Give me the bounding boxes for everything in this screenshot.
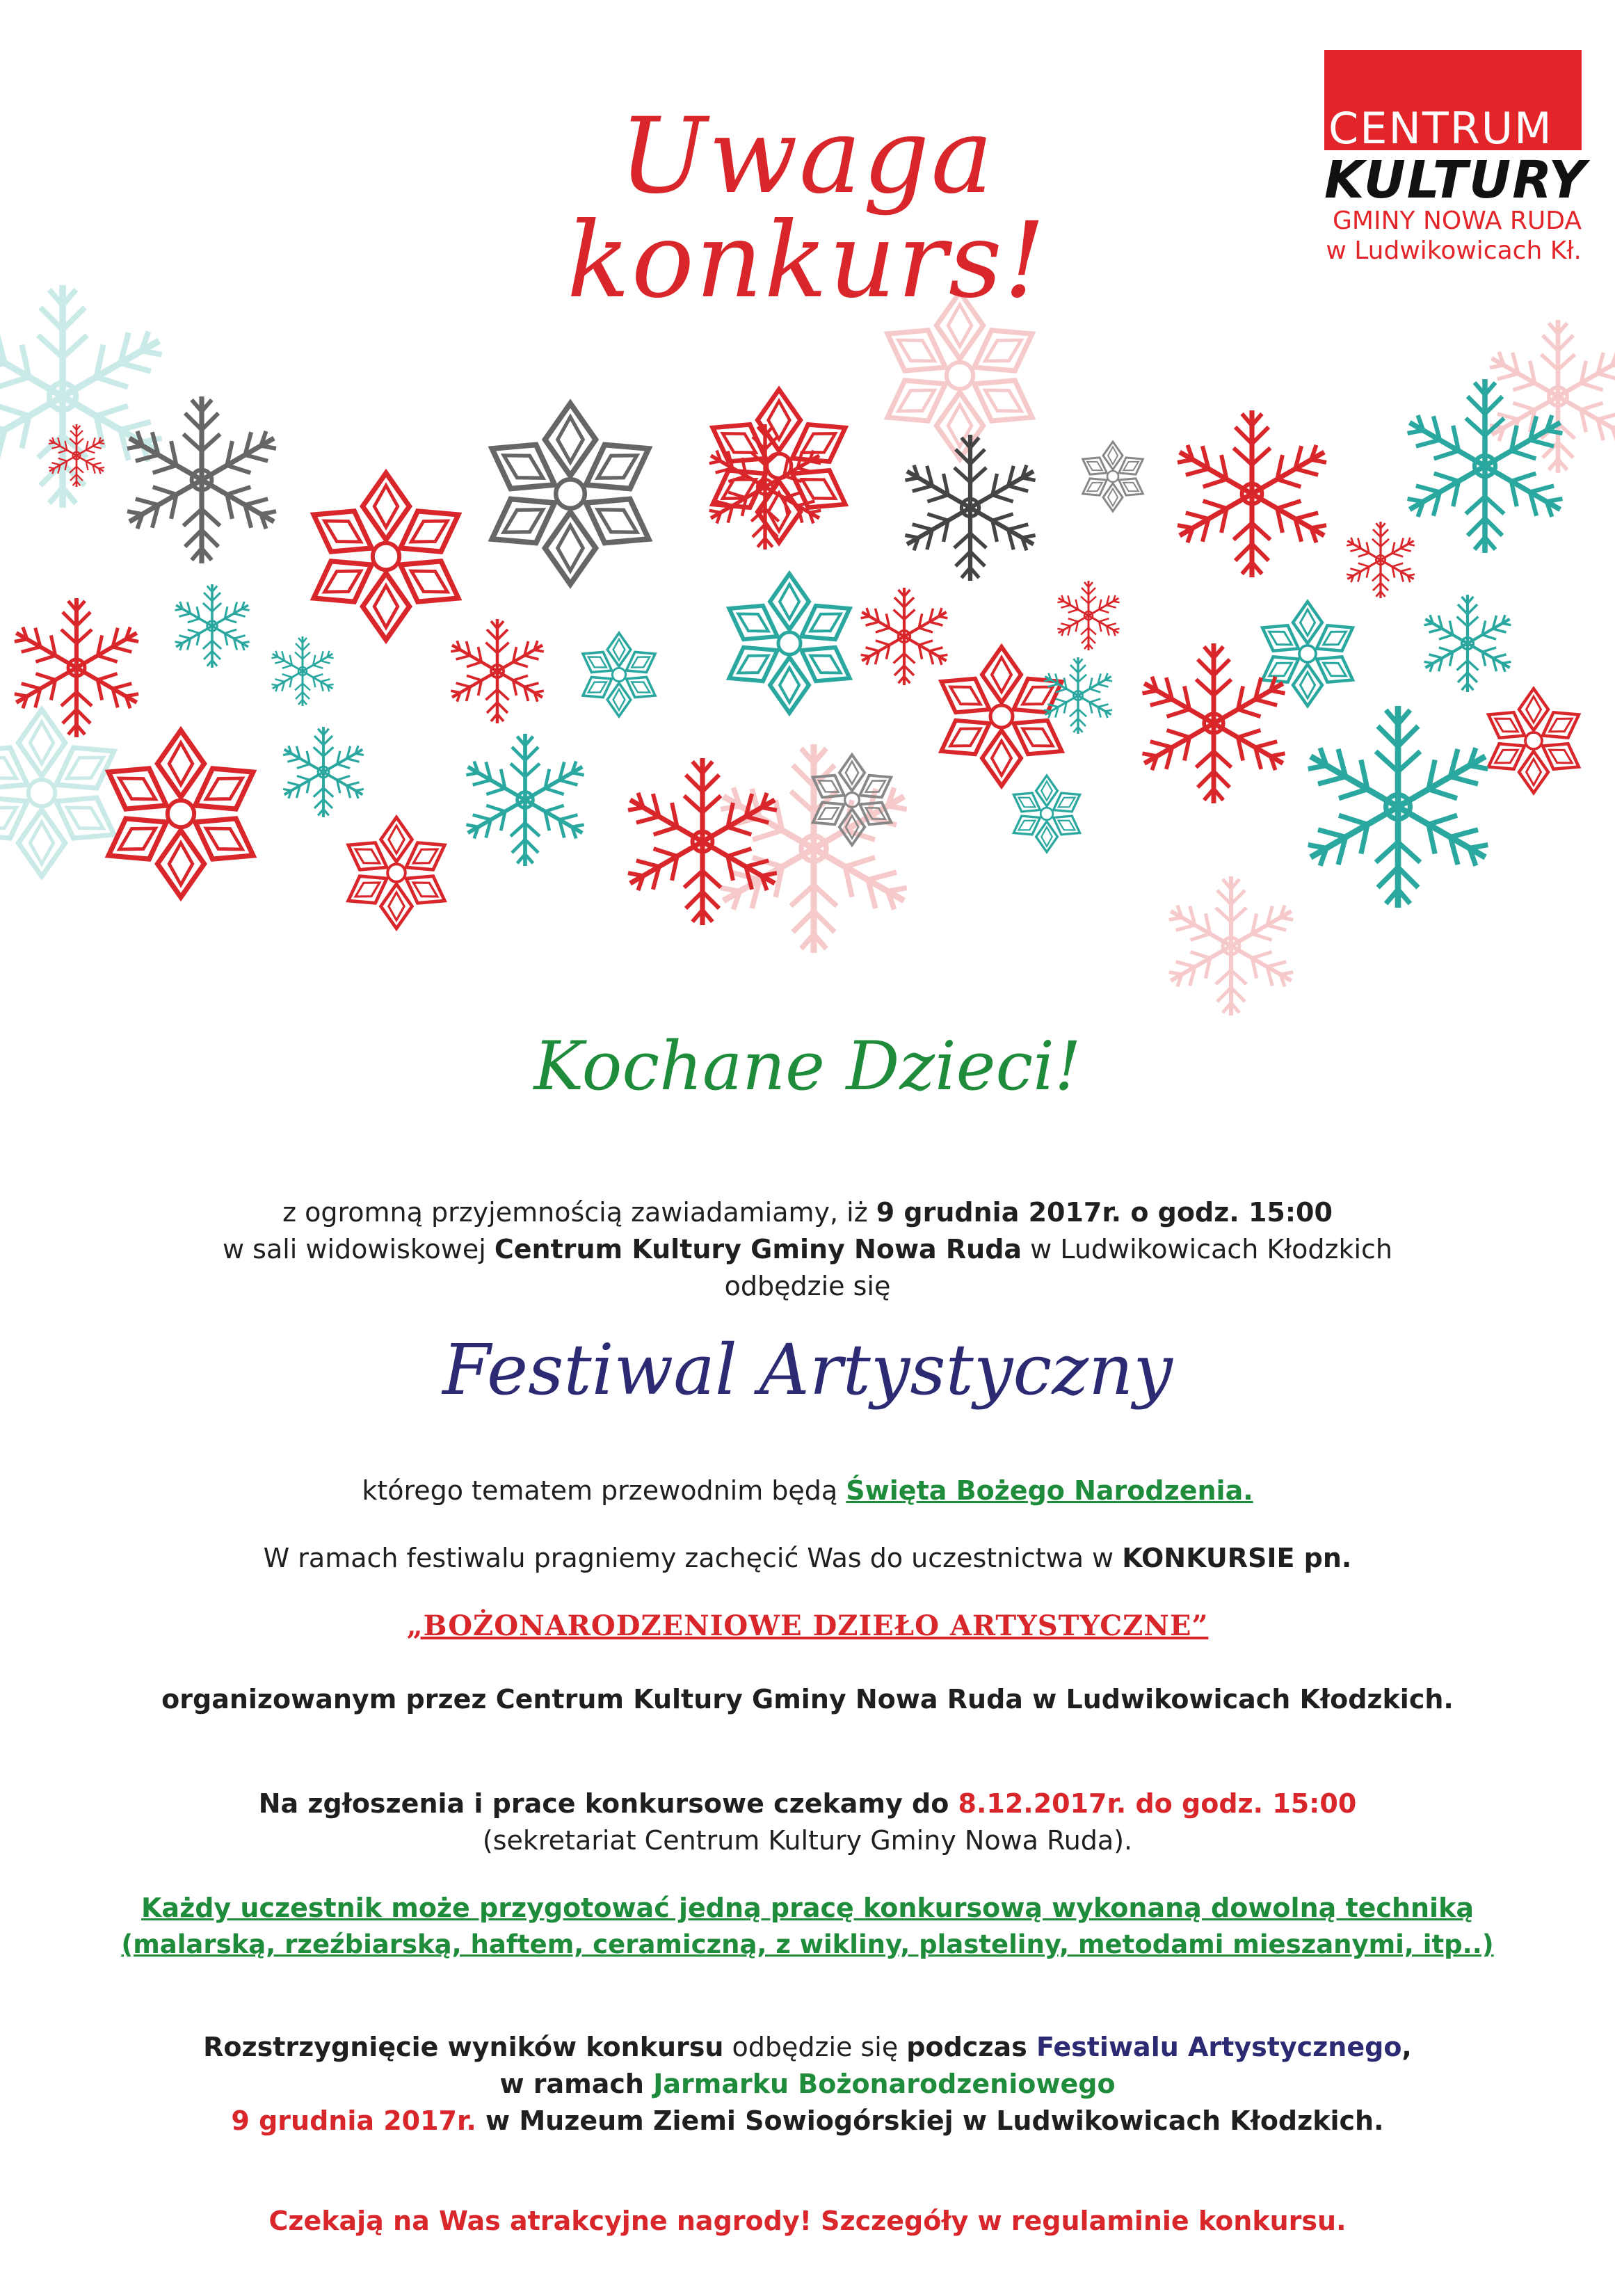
snowflake-icon xyxy=(899,435,1042,581)
theme-text: którego tematem przewodnim będą xyxy=(362,1475,846,1506)
results-jarmark: Jarmarku Bożonarodzeniowego xyxy=(653,2069,1116,2099)
snowflake-icon xyxy=(1481,689,1586,793)
intro-text: w sali widowiskowej xyxy=(222,1234,495,1265)
snowflake-icon xyxy=(876,292,1043,459)
page-title: Uwaga konkurs! xyxy=(566,96,1047,321)
snowflake-icon xyxy=(1009,776,1086,852)
results-line-2 xyxy=(0,2064,1615,2103)
contest-name: „BOŻONARODZENIOWE DZIEŁO ARTYSTYCZNE” xyxy=(406,1609,1209,1642)
deadline-line-1 xyxy=(0,1784,1615,1823)
logo-red-box xyxy=(1324,50,1582,154)
snowflake-icon xyxy=(1299,706,1496,908)
snowflake-icon xyxy=(447,619,548,723)
results-festival: Festiwalu Artystycznego xyxy=(1036,2032,1402,2062)
rules-line-2: (malarską, rzeźbiarską, haftem, ceramiczną, z wikliny, plasteliny, metodami mieszanymi, itp..) xyxy=(121,1929,1494,1959)
deadline-line-2: (sekretariat Centrum Kultury Gminy Nowa Ruda). xyxy=(482,1825,1133,1856)
snowflake-icon xyxy=(0,285,171,508)
results-text: podczas xyxy=(906,2032,1036,2062)
intro-text: w Ludwikowicach Kłodzkich xyxy=(1022,1234,1393,1265)
organizer-line: organizowanym przez Centrum Kultury Gminy Nowa Ruda w Ludwikowicach Kłodzkich. xyxy=(161,1684,1454,1715)
results-text: , xyxy=(1401,2032,1412,2062)
snowflake-icon xyxy=(1420,595,1516,692)
results-text: odbędzie się xyxy=(723,2032,907,2062)
greeting-heading: Kochane Dzieci! xyxy=(533,1027,1082,1105)
snowflake-icon xyxy=(97,730,264,897)
invite-konkurs: KONKURSIE pn. xyxy=(1122,1543,1352,1573)
logo-kultury: KULTURY xyxy=(1324,150,1588,210)
closing-line: Czekają na Was atrakcyjne nagrody! Szczegóły w regulaminie konkursu. xyxy=(268,2206,1347,2236)
snowflake-icon xyxy=(0,709,126,876)
snowflake-icon xyxy=(1040,657,1115,734)
snowflake-icon xyxy=(302,473,469,640)
snowflake-icon xyxy=(171,584,252,668)
logo-centrum: CENTRUM xyxy=(1328,103,1553,154)
logo-gmina: GMINY NOWA RUDA xyxy=(1333,207,1582,235)
snowflake-icon xyxy=(577,633,661,716)
logo-location: w Ludwikowicach Kł. xyxy=(1326,236,1582,266)
intro-line-1 xyxy=(0,1193,1615,1232)
deadline-date: 8.12.2017r. do godz. 15:00 xyxy=(958,1788,1357,1819)
snowflake-icon xyxy=(460,734,589,866)
intro-line-2 xyxy=(0,1230,1615,1269)
intro-date: 9 grudnia 2017r. o godz. 15:00 xyxy=(876,1197,1333,1228)
snowflake-icon xyxy=(479,403,661,584)
logo xyxy=(1324,50,1588,266)
deadline-text: Na zgłoszenia i prace konkursowe czekamy do xyxy=(258,1788,958,1819)
rules-line-1: Każdy uczestnik może przygotować jedną pracę konkursową wykonaną dowolną techniką xyxy=(140,1893,1474,1923)
festival-heading: Festiwal Artystyczny xyxy=(442,1329,1173,1411)
snowflake-icon xyxy=(1054,581,1123,650)
theme-line xyxy=(0,1471,1615,1510)
snowflake-icon xyxy=(719,574,859,713)
snowflake-icon xyxy=(1163,876,1299,1015)
snowflakes-decoration xyxy=(0,278,1615,1015)
results-text: Rozstrzygnięcie wyników konkursu xyxy=(203,2032,724,2062)
intro-line-3: odbędzie się xyxy=(724,1271,891,1301)
snowflake-icon xyxy=(931,647,1071,786)
snowflake-icon xyxy=(1078,442,1148,511)
results-date: 9 grudnia 2017r. xyxy=(231,2105,476,2136)
results-text: w ramach xyxy=(499,2069,654,2099)
intro-text: z ogromną przyjemnością zawiadamiamy, iż xyxy=(282,1197,876,1228)
invite-text: W ramach festiwalu pragniemy zachęcić Was do uczestnictwa w xyxy=(263,1543,1123,1573)
snowflake-icon xyxy=(268,636,337,706)
snowflake-icon xyxy=(1484,320,1615,473)
snowflake-icon xyxy=(280,727,368,817)
snowflake-icon xyxy=(341,817,453,929)
invite-line xyxy=(0,1539,1615,1578)
snowflake-icon xyxy=(857,588,952,685)
snowflake-icon xyxy=(1343,522,1417,598)
results-text: w Muzeum Ziemi Sowiogórskiej w Ludwikowicach Kłodzkich. xyxy=(476,2105,1384,2136)
snowflake-icon xyxy=(621,758,784,925)
snowflake-icon xyxy=(8,598,144,737)
intro-venue: Centrum Kultury Gminy Nowa Ruda xyxy=(494,1234,1022,1265)
snowflake-icon xyxy=(1171,410,1333,577)
results-line-3 xyxy=(0,2101,1615,2140)
theme-highlight: Święta Bożego Narodzenia. xyxy=(846,1475,1253,1506)
results-line-1 xyxy=(0,2028,1615,2066)
